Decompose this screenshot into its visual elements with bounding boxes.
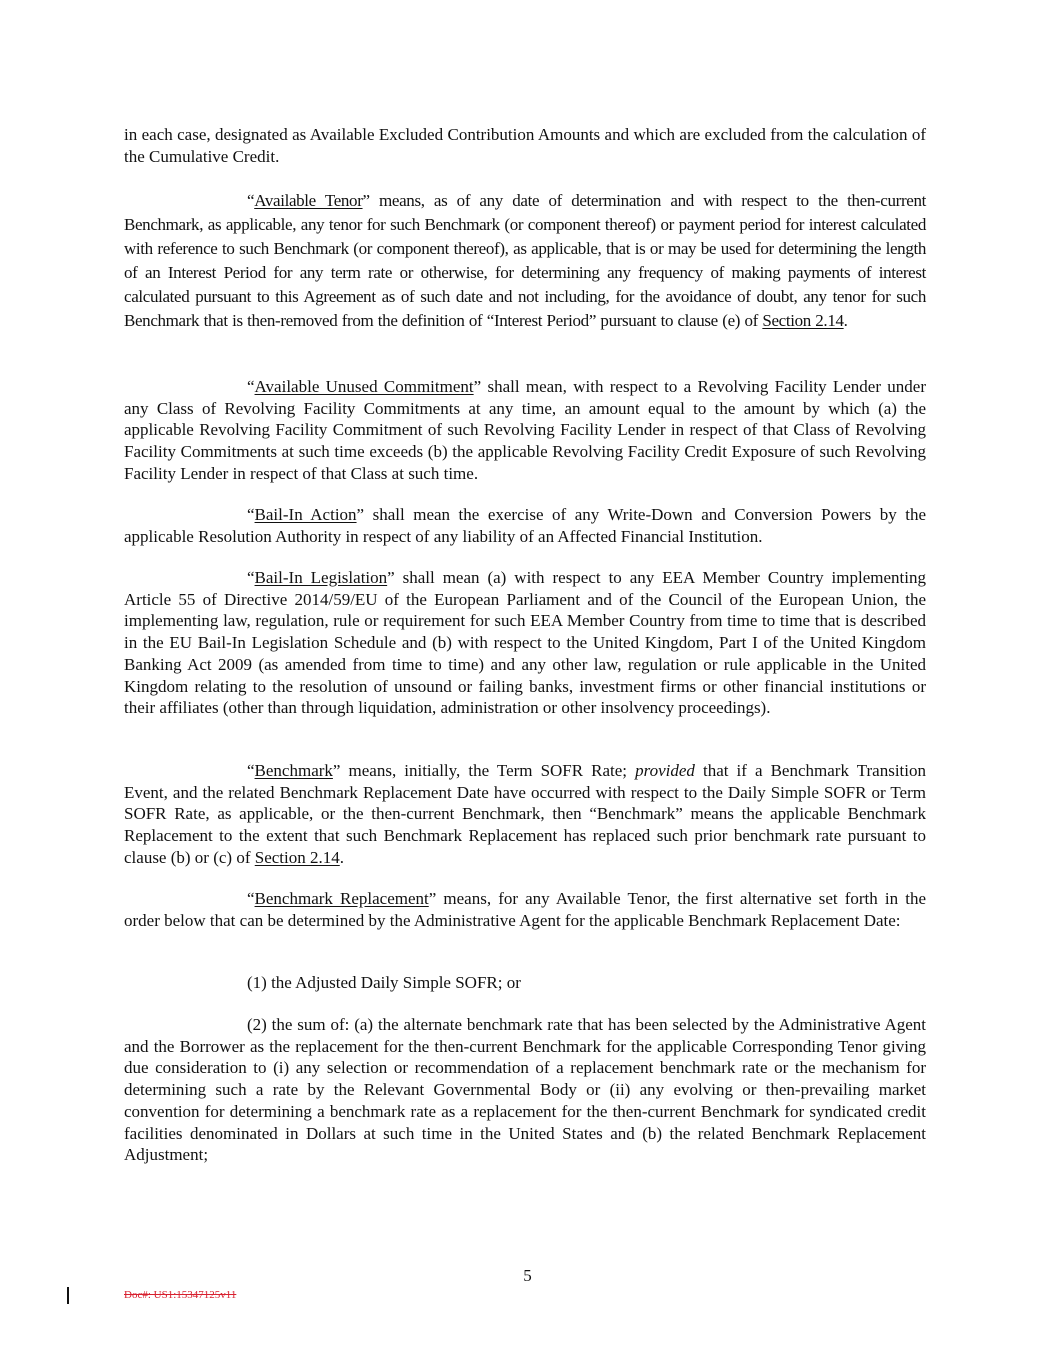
text-run: “: [247, 505, 255, 524]
text-run: ” shall mean the exercise of any Write-Down and Conversion Powers by the applicable Resolution Authority in respect of any liability of an Affected Financial Institution.: [124, 505, 926, 546]
text-run: “: [247, 889, 255, 908]
text-run: that if a Benchmark Transition Event, and the related Benchmark Replacement Date have occurred with respect to the Daily Simple SOFR or Term SOFR Rate, as applicable, or the then-current Benchmark, then “Benchmark” means the applicable Benchmark Replacement to the extent that such Benchmark Replacement has replaced such prior benchmark rate pursuant to clause (b) or (c) of: [124, 761, 926, 867]
defined-term-link: Bail-In Action: [254, 505, 357, 524]
definition-available-unused-commitment: [124, 376, 926, 485]
text-run: in each case, designated as Available Excluded Contribution Amounts and which are excluded from the calculation of the Cumulative Credit.: [124, 125, 926, 166]
list-item-1: [124, 972, 926, 994]
emphasis-text: provided: [635, 761, 695, 780]
text-run: ” shall mean (a) with respect to any EEA Member Country implementing Article 55 of Directive 2014/59/EU of the European Parliament and of the Council of the European Union, the implementing law, regulation, rule or requirement for such EEA Member Country from time to time that is described in the EU Bail-In Legislation Schedule and (b) with respect to the United Kingdom, Part I of the United Kingdom Banking Act 2009 (as amended from time to time) and any other law, regulation or rule applicable in the United Kingdom relating to the resolution of unsound or failing banks, investment firms or other financial institutions or their affiliates (other than through liquidation, administration or other insolvency proceedings).: [124, 568, 926, 718]
text-run: ” means, initially, the Term SOFR Rate;: [332, 761, 636, 780]
document-id: Doc#: US1:15347125v11: [124, 1289, 237, 1301]
text-run: (2) the sum of: (a) the alternate benchmark rate that has been selected by the Administrative Agent and the Borrower as the replacement for the then-current Benchmark for the applicable Corresponding Tenor giving due consideration to (i) any selection or recommendation of a replacement benchmark rate or the mechanism for determining such a rate by the Relevant Governmental Body or (ii) any evolving or then-prevailing market convention for determining a benchmark rate as a replacement for the then-current Benchmark for syndicated credit facilities denominated in Dollars at such time in the United States and (b) the related Benchmark Replacement Adjustment;: [124, 1015, 926, 1165]
defined-term-link: Bail-In Legislation: [254, 568, 388, 587]
definition-available-tenor: [124, 189, 926, 333]
page-number: 5: [523, 1266, 532, 1285]
definition-bail-in-action: [124, 504, 926, 547]
text-run: (1) the Adjusted Daily Simple SOFR; or: [247, 973, 521, 992]
text-run: “: [247, 377, 255, 396]
text-run: ” shall mean, with respect to a Revolving Facility Lender under any Class of Revolving Facility Commitments at any time, an amount equal to the amount by which (a) the applicable Revolving Facility Commitment of such Revolving Facility Lender in respect of that Class of Revolving Facility Commitments at such time exceeds (b) the applicable Revolving Facility Credit Exposure of such Revolving Facility Lender in respect of that Class at such time.: [124, 377, 926, 483]
definition-bail-in-legislation: [124, 567, 926, 719]
defined-term-link: Available Tenor: [254, 191, 363, 210]
text-run: “: [247, 191, 255, 210]
change-bar: [67, 1287, 69, 1304]
text-run: .: [339, 847, 344, 867]
text-run: .: [843, 311, 848, 330]
text-run: ” means, for any Available Tenor, the first alternative set forth in the order below that can be determined by the Administrative Agent for the applicable Benchmark Replacement Date:: [124, 889, 926, 930]
defined-term-link: Section 2.14: [762, 311, 844, 330]
definition-benchmark-replacement: [124, 888, 926, 931]
defined-term-link: Section 2.14: [254, 847, 340, 867]
definition-benchmark: [124, 760, 926, 869]
list-item-2: [124, 1014, 926, 1166]
text-run: “: [247, 761, 255, 780]
defined-term-link: Available Unused Commitment: [254, 377, 474, 396]
text-run: ” means, as of any date of determination and with respect to the then-current Benchmark, as applicable, any tenor for such Benchmark (or component thereof) or payment period for interest calculated with reference to such Benchmark (or component thereof), as applicable, that is or may be used for determining the length of an Interest Period for any term rate or otherwise, for determining any frequency of making payments of interest calculated pursuant to this Agreement as of such date and not including, for the avoidance of doubt, any tenor for such Benchmark that is then-removed from the definition of “Interest Period” pursuant to clause (e) of: [124, 191, 926, 330]
text-run: “: [247, 568, 255, 587]
paragraph-continuation: [124, 124, 926, 167]
defined-term-link: Benchmark: [254, 761, 333, 780]
defined-term-link: Benchmark Replacement: [254, 889, 429, 908]
